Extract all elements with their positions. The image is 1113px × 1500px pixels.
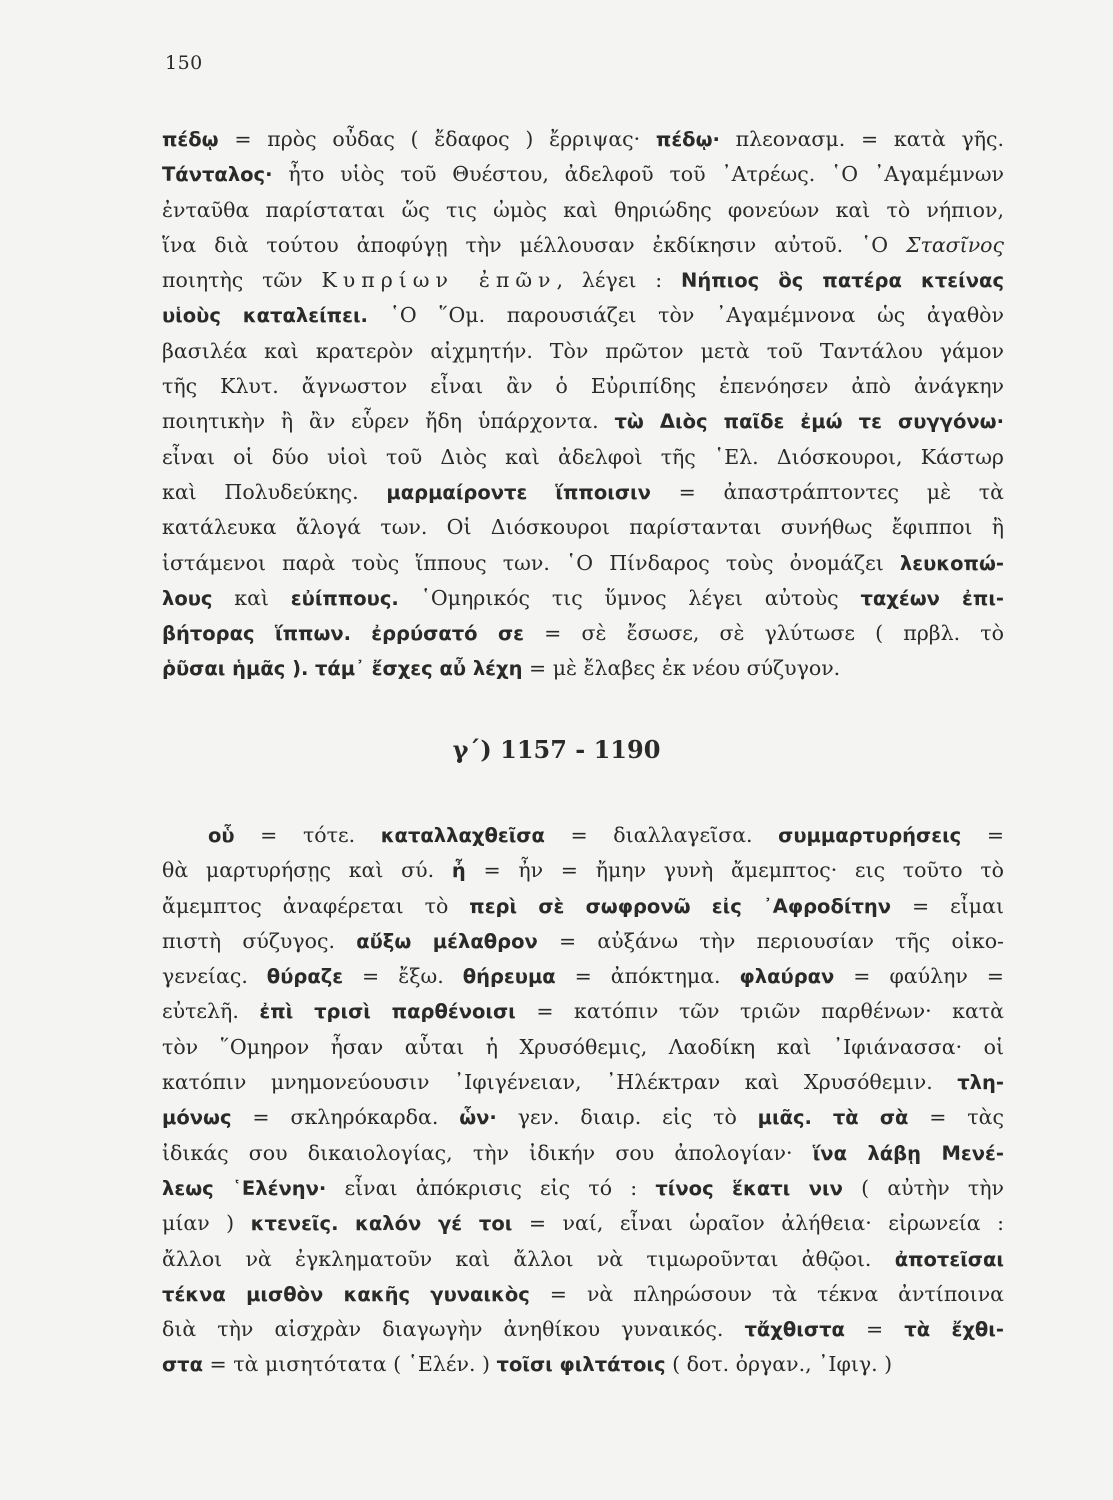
text-line: Τάνταλος· ἦτο υἱὸς τοῦ Θυέστου, ἀδελφοῦ τοῦ ᾿Ατρέως. ῾Ο ᾿Αγαμέμνων xyxy=(162,162,1004,187)
text-line: ἵνα διὰ τούτου ἀποφύγῃ τὴν μέλλουσαν ἐκδίκησιν αὐτοῦ. ῾Ο Στασῖνος xyxy=(162,232,1004,257)
text-line: μόνως = σκληρόκαρδα. ὧν· γεν. διαιρ. εἰς τὸ μιᾶς. τὰ σὰ = τὰς xyxy=(162,1105,1004,1130)
text-line: ῥῦσαι ἡμᾶς ). τάμ᾽ ἔσχες αὖ λέχη = μὲ ἔλαβες ἐκ νέου σύζυγον. xyxy=(162,656,841,681)
text-line: στα = τὰ μισητότατα ( ῾Ελέν. ) τοῖσι φιλτάτοις ( δοτ. ὀργαν., ᾿Ιφιγ. ) xyxy=(162,1352,893,1377)
text-line: τέκνα μισθὸν κακῆς γυναικὸς = νὰ πληρώσουν τὰ τέκνα ἀντίποινα xyxy=(162,1281,1004,1306)
text-line: ἱστάμενοι παρὰ τοὺς ἵππους των. ῾Ο Πίνδαρος τοὺς ὀνομάζει λευκοπώ- xyxy=(162,550,1004,575)
text-line: κατάλευκα ἄλογά των. Οἱ Διόσκουροι παρίστανται συνήθως ἔφιπποι ἢ xyxy=(162,515,1004,540)
paragraph-commentary-a xyxy=(162,122,1004,687)
text-line: θὰ μαρτυρήσῃς καὶ σύ. ἦ = ἦν = ἤμην γυνὴ ἄμεμπτος· εις τοῦτο τὸ xyxy=(162,858,1005,883)
text-line: ἄλλοι νὰ ἐγκληματοῦν καὶ ἄλλοι νὰ τιμωροῦνται ἀθῷοι. ἀποτεῖσαι xyxy=(162,1246,1004,1271)
text-line: τὸν ῞Ομηρον ἦσαν αὗται ἡ Χρυσόθεμις, Λαοδίκη καὶ ᾿Ιφιάνασσα· οἱ xyxy=(162,1034,1004,1059)
text-line: ἰδικάς σου δικαιολογίας, τὴν ἰδικήν σου ἀπολογίαν· ἵνα λάβῃ Μενέ- xyxy=(162,1140,1005,1165)
text-line: λους καὶ εὐίππους. ῾Ομηρικός τις ὕμνος λέγει αὐτοὺς ταχέων ἐπι- xyxy=(162,585,1005,610)
text-line: βασιλέα καὶ κρατερὸν αἰχμητήν. Τὸν πρῶτον μετὰ τοῦ Ταντάλου γάμον xyxy=(162,338,1004,363)
text-line: ποιητικὴν ἢ ἂν εὗρεν ἤδη ὑπάρχοντα. τὼ Διὸς παῖδε ἐμώ τε συγγόνω· xyxy=(162,409,1004,434)
text-line: λεως ῾Ελένην· εἶναι ἀπόκρισις εἰς τό : τίνος ἕκατι νιν ( αὐτὴν τὴν xyxy=(162,1175,1005,1200)
text-line: βήτορας ἵππων. ἐρρύσατό σε = σὲ ἔσωσε, σὲ γλύτωσε ( πρβλ. τὸ xyxy=(162,621,1004,646)
text-line: υἱοὺς καταλείπει. ῾Ο ῞Ομ. παρουσιάζει τὸν ᾿Αγαμέμνονα ὡς ἀγαθὸν xyxy=(162,303,1004,328)
page-number: 150 xyxy=(165,52,203,74)
text-line: μίαν ) κτενεῖς. καλόν γέ τοι = ναί, εἶναι ὡραῖον ἀλήθεια· εἰρωνεία : xyxy=(162,1211,1004,1236)
text-line: διὰ τὴν αἰσχρὰν διαγωγὴν ἀνηθίκου γυναικός. τἄχθιστα = τὰ ἔχθι- xyxy=(162,1317,1005,1342)
text-line: ἐνταῦθα παρίσταται ὥς τις ὠμὸς καὶ θηριώδης φονεύων καὶ τὸ νήπιον, xyxy=(162,197,1004,222)
text-line: ἄμεμπτος ἀναφέρεται τὸ περὶ σὲ σωφρονῶ εἰς ᾿Αφροδίτην = εἶμαι xyxy=(162,893,1005,918)
section-heading: γ΄) 1157 - 1190 xyxy=(452,735,661,764)
text-line: οὗ = τότε. καταλλαχθεῖσα = διαλλαγεῖσα. συμμαρτυρήσεις = xyxy=(208,823,1005,847)
paragraph-commentary-b xyxy=(162,818,1004,1383)
text-line: πιστὴ σύζυγος. αὔξω μέλαθρον = αὐξάνω τὴν περιουσίαν τῆς οἰκο- xyxy=(162,928,1004,953)
text-line: εἶναι οἱ δύο υἱοὶ τοῦ Διὸς καὶ ἀδελφοὶ τῆς ῾Ελ. Διόσκουροι, Κάστωρ xyxy=(162,444,1004,469)
text-line: εὐτελῆ. ἐπὶ τρισὶ παρθένοισι = κατόπιν τῶν τριῶν παρθένων· κατὰ xyxy=(162,999,1004,1024)
text-line: ποιητὴς τῶν Κυπρίων ἐπῶν, λέγει : Νήπιος ὃς πατέρα κτείνας xyxy=(162,268,1004,293)
text-line: τῆς Κλυτ. ἄγνωστον εἶναι ἂν ὁ Εὐριπίδης ἐπενόησεν ἀπὸ ἀνάγκην xyxy=(162,374,1004,399)
text-line: καὶ Πολυδεύκης. μαρμαίροντε ἵπποισιν = ἀπαστράπτοντες μὲ τὰ xyxy=(162,479,1004,504)
text-line: κατόπιν μνημονεύουσιν ᾿Ιφιγένειαν, ᾿Ηλέκτραν καὶ Χρυσόθεμιν. τλη- xyxy=(162,1070,1004,1095)
text-line: πέδῳ = πρὸς οὖδας ( ἔδαφος ) ἔρριψας· πέδῳ· πλεονασμ. = κατὰ γῆς. xyxy=(162,127,1004,151)
text-line: γενείας. θύραζε = ἔξω. θήρευμα = ἀπόκτημα. φλαύραν = φαύλην = xyxy=(162,964,1004,989)
